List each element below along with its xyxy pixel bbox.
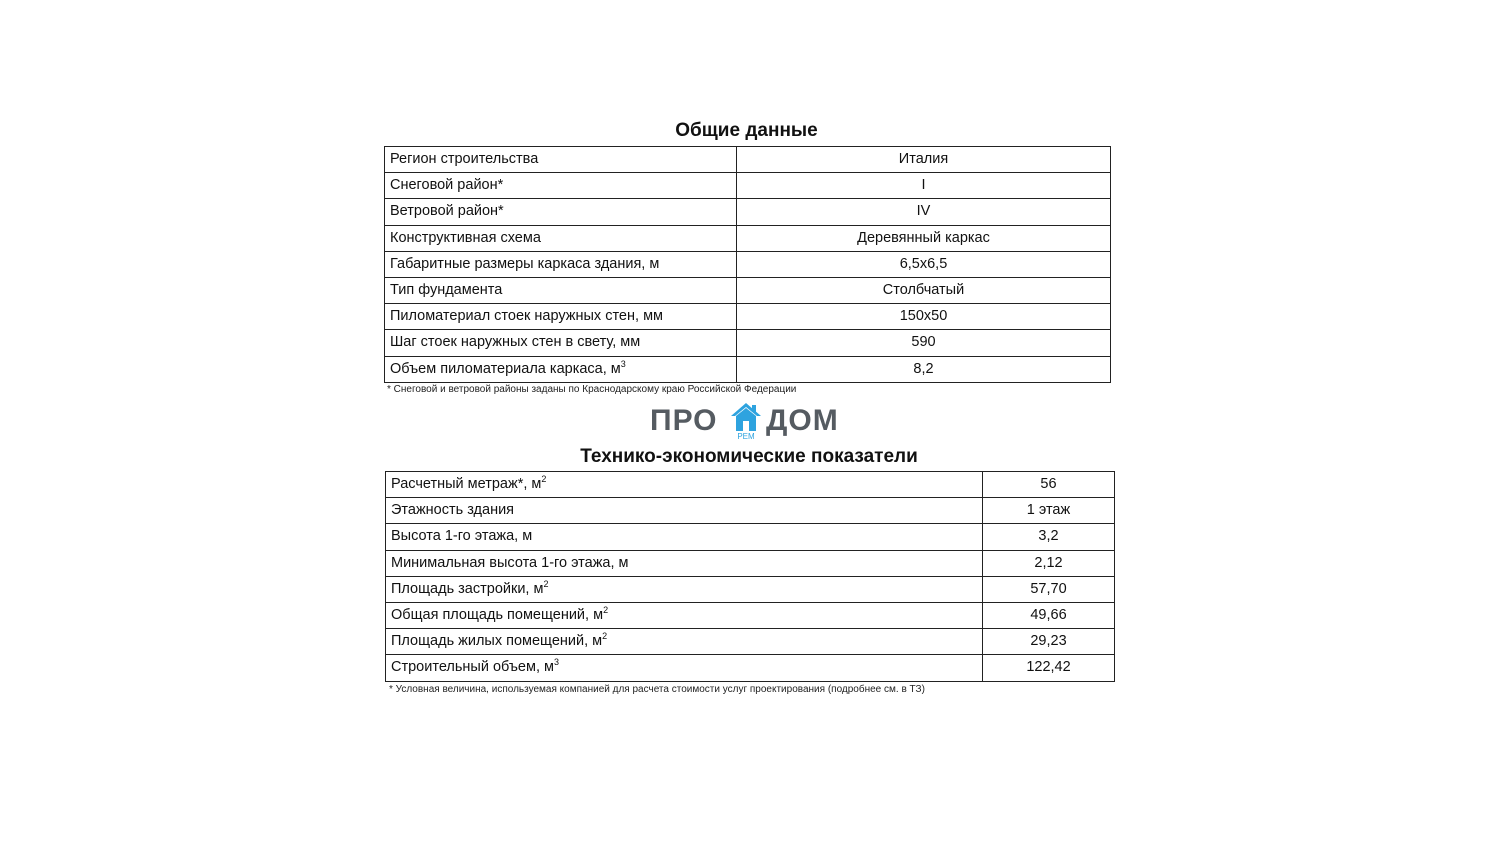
row-label: Снеговой район* xyxy=(385,173,737,199)
row-label-text: Расчетный метраж*, м xyxy=(391,476,542,493)
row-label: Пиломатериал стоек наружных стен, мм xyxy=(385,304,737,330)
general-footnote: * Снеговой и ветровой районы заданы по Краснодарскому краю Российской Федерации xyxy=(387,384,797,395)
row-label-text: Строительный объем, м xyxy=(391,659,554,676)
row-value: 1 этаж xyxy=(983,498,1115,524)
table-row xyxy=(385,277,1111,303)
table-row xyxy=(385,356,1111,382)
row-value: 150x50 xyxy=(737,304,1111,330)
row-label: Этажность здания xyxy=(386,498,983,524)
indicators-title: Технико-экономические показатели xyxy=(580,446,918,467)
unit-exponent: 2 xyxy=(541,474,547,485)
row-value: Столбчатый xyxy=(737,277,1111,303)
table-row xyxy=(386,629,1115,655)
indicators-table xyxy=(385,471,1115,682)
row-label-text: Площадь застройки, м xyxy=(391,580,544,597)
row-value: 6,5x6,5 xyxy=(737,251,1111,277)
table-row xyxy=(386,602,1115,628)
general-data-table xyxy=(384,146,1111,383)
row-label-text: Объем пиломатериала каркаса, м xyxy=(390,360,621,377)
table-row xyxy=(386,472,1115,498)
table-row xyxy=(385,330,1111,356)
house-chimney xyxy=(752,405,756,412)
row-label: Регион строительства xyxy=(385,147,737,173)
row-label xyxy=(386,472,983,498)
row-label-text: Общая площадь помещений, м xyxy=(391,607,604,624)
row-value: I xyxy=(737,173,1111,199)
row-value: 49,66 xyxy=(983,602,1115,628)
indicators-footnote: * Условная величина, используемая компанией для расчета стоимости услуг проектирования (подробнее см. в ТЗ) xyxy=(389,684,925,695)
table-row xyxy=(385,225,1111,251)
row-label: Высота 1-го этажа, м xyxy=(386,524,983,550)
unit-exponent: 2 xyxy=(602,631,608,642)
row-label xyxy=(385,356,737,382)
row-value: 2,12 xyxy=(983,550,1115,576)
table-row xyxy=(386,550,1115,576)
row-label: Шаг стоек наружных стен в свету, мм xyxy=(385,330,737,356)
logo-word-dom: ДОМ xyxy=(766,404,839,437)
row-value: 56 xyxy=(983,472,1115,498)
unit-exponent: 2 xyxy=(603,605,609,616)
table-row xyxy=(386,498,1115,524)
row-value: Деревянный каркас xyxy=(737,225,1111,251)
row-value: 122,42 xyxy=(983,655,1115,681)
row-value: IV xyxy=(737,199,1111,225)
row-value: Италия xyxy=(737,147,1111,173)
row-value: 590 xyxy=(737,330,1111,356)
unit-exponent: 3 xyxy=(620,358,626,369)
table-row xyxy=(385,173,1111,199)
row-label: Габаритные размеры каркаса здания, м xyxy=(385,251,737,277)
table-row xyxy=(386,524,1115,550)
row-label-text: Площадь жилых помещений, м xyxy=(391,633,603,650)
logo-word-pro: ПРО xyxy=(650,404,718,437)
row-label: Тип фундамента xyxy=(385,277,737,303)
table-row xyxy=(386,655,1115,681)
house-door xyxy=(743,421,749,431)
row-label xyxy=(386,655,983,681)
row-value: 57,70 xyxy=(983,576,1115,602)
row-value: 8,2 xyxy=(737,356,1111,382)
row-value: 3,2 xyxy=(983,524,1115,550)
prodom-logo xyxy=(650,401,850,443)
general-data-title: Общие данные xyxy=(675,120,818,141)
row-label: Конструктивная схема xyxy=(385,225,737,251)
row-label: Минимальная высота 1-го этажа, м xyxy=(386,550,983,576)
table-row xyxy=(386,576,1115,602)
table-row xyxy=(385,251,1111,277)
table-row xyxy=(385,147,1111,173)
row-label xyxy=(386,576,983,602)
table-row xyxy=(385,304,1111,330)
row-value: 29,23 xyxy=(983,629,1115,655)
row-label xyxy=(386,629,983,655)
table-row xyxy=(385,199,1111,225)
row-label xyxy=(386,602,983,628)
logo-small-text: РЕМ xyxy=(737,432,755,441)
row-label: Ветровой район* xyxy=(385,199,737,225)
unit-exponent: 3 xyxy=(553,657,559,668)
unit-exponent: 2 xyxy=(543,578,549,589)
